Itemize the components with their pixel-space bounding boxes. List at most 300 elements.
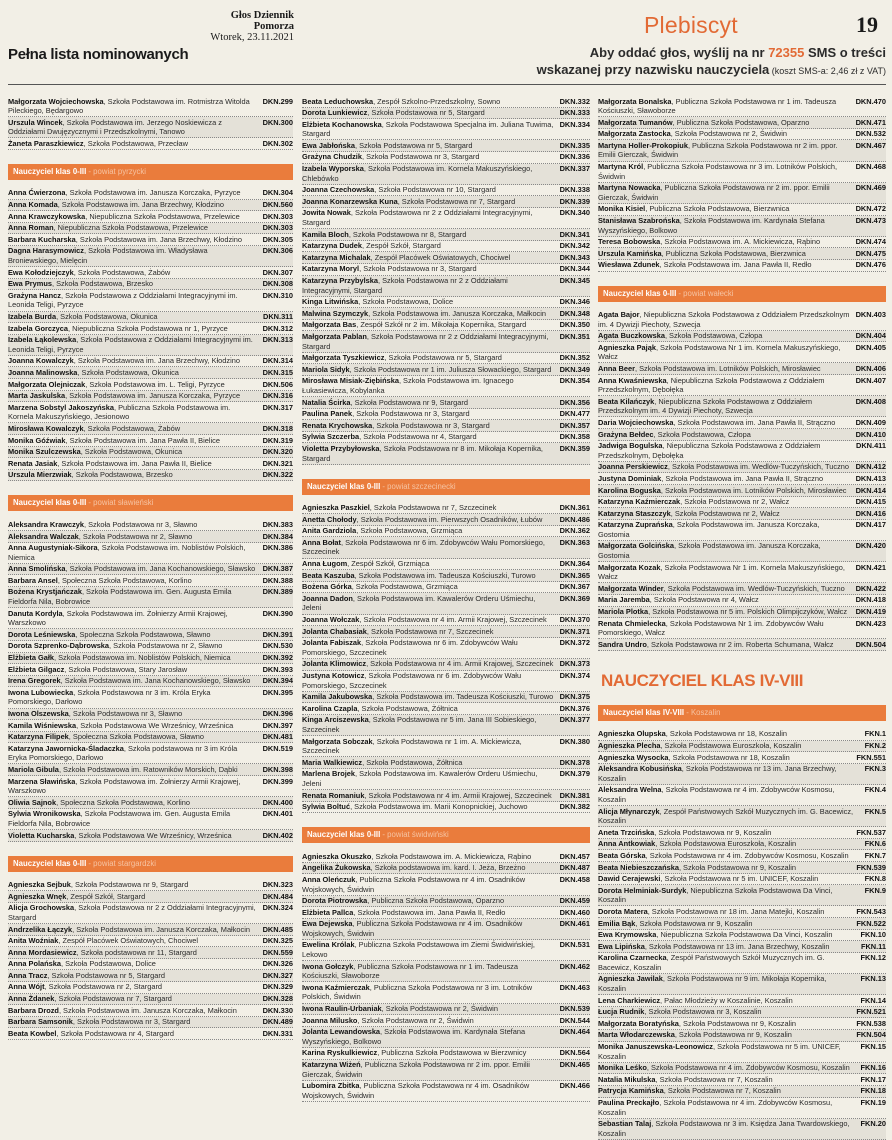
nominee-row [8, 290, 293, 311]
nominee-name: Beata Kowbel [8, 1028, 57, 1038]
nominee-name: Aleksandra Welna [598, 785, 662, 795]
sms-code: DKN.470 [855, 96, 886, 106]
nominee-row [8, 575, 293, 587]
nominee-row [8, 830, 293, 842]
nominee-text [302, 526, 560, 536]
list-group [598, 310, 886, 651]
nominee-text [8, 1006, 263, 1016]
nominee-name: Joanna Czechowska [302, 185, 375, 195]
sms-code: DKN.376 [559, 703, 590, 713]
nominee-text [8, 1017, 263, 1027]
nominee-name: Małgorzata Zastocka [598, 129, 671, 139]
sms-code: DKN.341 [559, 229, 590, 239]
nominee-row [598, 204, 886, 216]
nominee-name: Urszula Mierzwiak [8, 470, 72, 480]
sms-code: DKN.418 [855, 595, 886, 605]
nominee-school: , Publiczna Szkoła Podstawowa, Oparzno [672, 117, 810, 127]
nominee-text [8, 139, 263, 149]
nominee-text [8, 291, 263, 310]
nominee-text [302, 769, 560, 788]
nominee-row [8, 367, 293, 379]
nominee-school: , Szkoła Podstawowa nr 3 im. Księdza Jana Twardowskiego, Koszalin [598, 1119, 850, 1138]
nominee-name: Bożena Górka [302, 582, 352, 592]
nominee-school: , Szkoła Podstawowa We Wrześnicy, Wrześnica [74, 830, 232, 840]
nominee-school: , Szkoła Podstawowa nr 4, Stargard [359, 432, 477, 442]
nominee-text [8, 312, 263, 322]
nominee-row [302, 769, 590, 790]
nominee-name: Izabela Wyporska [302, 164, 364, 174]
nominee-name: Grażyna Hancz [8, 290, 61, 300]
nominee-text [8, 356, 263, 366]
nominee-name: Katarzyna Michalak [302, 252, 371, 262]
nominee-school: , Szkoła Podstawowa nr 2, Wałcz [680, 497, 790, 507]
sms-code: DKN.391 [262, 629, 293, 639]
nominee-name: Natalia Ścirka [302, 397, 351, 407]
nominee-text [8, 279, 263, 289]
header-divider [8, 84, 886, 85]
nominee-school: , Szkoła Podstawowa, Brzesko [51, 279, 154, 289]
nominee-row [302, 432, 590, 444]
publication-info [190, 10, 294, 43]
nominee-row [8, 543, 293, 564]
nominee-name: Anna Żdanek [8, 994, 55, 1004]
nominee-school: , Szkoła Podstawowa Specjalna im. Juliana Tuwima, Stargard [302, 119, 554, 139]
sms-code: DKN.544 [559, 1015, 590, 1025]
section-band-region: - powiat pyrzycki [86, 166, 147, 176]
voting-instruction [537, 44, 886, 80]
nominee-text [302, 758, 560, 768]
list-group [302, 96, 590, 465]
nominee-row [302, 264, 590, 276]
instruction-part-b: SMS o treści [804, 45, 886, 60]
nominee-row [302, 331, 590, 352]
sms-code: DKN.300 [262, 117, 293, 127]
sms-code: DKN.530 [262, 641, 293, 651]
nominee-school: , Szkoła Podstawowa nr 8, Stargard [348, 229, 467, 239]
nominee-text [598, 97, 856, 116]
nominee-name: Monika Januszewska-Leonowicz [598, 1042, 713, 1052]
nominee-name: Kamila Bloch [302, 229, 349, 239]
nominee-name: Bożena Krystjańczak [8, 587, 82, 597]
sms-code: DKN.539 [559, 1004, 590, 1014]
nominee-school: , Szkoła Podstawowa im. Janusza Korczaka, Małkocin [72, 924, 250, 934]
nominee-name: Anetta Chołody [302, 514, 357, 524]
nominee-name: Izabela Burda [8, 312, 57, 321]
nominee-text [598, 441, 856, 460]
nominee-row [302, 420, 590, 432]
nominee-row [8, 608, 293, 629]
nominee-row [598, 1007, 886, 1019]
nominee-school: , Szkoła Podstawowa, Stary Jarosław [64, 664, 188, 674]
nominee-row [598, 96, 886, 117]
nominee-row [302, 364, 590, 376]
nominee-school: , Zespół Szkolno-Przedszkolny, Sowno [373, 96, 501, 106]
nominee-text [598, 141, 856, 160]
nominee-school: , Szkoła Podstawowa im. Janusza Korczaka, Małkocin [368, 308, 547, 318]
nominee-row [302, 1027, 590, 1048]
nominee-row [598, 363, 886, 375]
sms-code: DKN.359 [559, 443, 590, 453]
nominee-text [598, 1030, 856, 1040]
nominee-school: , Publiczna Szkoła Podstawowa nr 4 im. Osadników Wojskowych, Świdwin [302, 919, 523, 938]
nominee-school: , Szkoła Podstawowa nr 2 z Oddziałami Integracyjnymi, Stargard [302, 276, 508, 295]
nominee-text [302, 1004, 560, 1014]
nominee-row [598, 941, 886, 953]
nominee-school: , Szkoła Podstawowa im. A. Mickiewicza, Rąbino [660, 237, 821, 247]
nominee-row [598, 1063, 886, 1075]
sms-code: DKN.324 [262, 903, 293, 913]
nominee-row [598, 953, 886, 974]
nominee-school: , Zespół Szkół, Stargard [66, 891, 146, 901]
nominee-row [302, 736, 590, 757]
nominee-school: , Niepubliczna Szkoła Podstawowa z Oddziałem Przedszkolnym, Dębołęka [598, 441, 821, 460]
list-group [302, 503, 590, 814]
nominee-school: , Szkoła Podstawowa nr 2, Sławno [78, 531, 193, 541]
nominee-name: Joanna Konarzewska Kuna [302, 196, 398, 206]
nominee-name: Mariola Plotka [598, 607, 649, 617]
nominee-name: Sylwia Wronikowska [8, 809, 81, 819]
nominee-school: , Szkoła Podstawowa Euroszkoła, Koszalin [655, 839, 797, 849]
sms-code: DKN.357 [559, 420, 590, 430]
nominee-name: Joanna Dadon [302, 593, 353, 603]
sms-code: DKN.350 [559, 320, 590, 330]
nominee-text [8, 721, 263, 731]
nominee-school: , Szkoła Podstawowa im. Władysława Broniewskiego, Mielęcin [8, 246, 208, 266]
sms-code: DKN.387 [262, 564, 293, 574]
nominee-text [598, 541, 856, 560]
nominee-text [302, 164, 560, 183]
nominee-text [598, 397, 856, 416]
nominee-school: , Szkoła Podstawowa im. Rotmistrza Witolda Pileckiego, Będargowo [8, 96, 250, 116]
nominee-row [8, 470, 293, 482]
nominee-text [598, 741, 865, 751]
nominee-school: , Niepubliczna Szkoła Podstawowa, Przelewice [85, 211, 240, 221]
nominee-school: , Szkoła Podstawowa nr 8 im. Mikołaja Kopernika, Stargard [302, 443, 543, 463]
sms-code: DKN.323 [262, 880, 293, 890]
nominee-text [598, 807, 865, 826]
nominee-text [598, 953, 861, 972]
nominee-name: Anna Polańska [8, 959, 61, 969]
sms-code: DKN.468 [855, 162, 886, 172]
instruction-part-c: wskazanej przy nazwisku nauczyciela [536, 62, 770, 77]
nominee-name: Iwona Olszewska [8, 709, 69, 718]
nominee-row [8, 587, 293, 608]
section-band-title: Nauczyciel klas IV-VIII [603, 707, 685, 717]
nominee-name: Agnieszka Sejbuk [8, 880, 71, 890]
nominee-name: Katarzyna Przybylska [302, 276, 378, 285]
nominee-row [8, 117, 293, 138]
nominee-name: Barbara Samsonik [8, 1017, 73, 1027]
sms-code: DKN.305 [262, 234, 293, 244]
nominee-text [598, 729, 865, 739]
sms-code: DKN.382 [559, 802, 590, 812]
nominee-text [302, 276, 560, 295]
sms-code: DKN.304 [262, 188, 293, 198]
sms-code: DKN.311 [263, 312, 293, 321]
section-band [8, 495, 293, 511]
nominee-name: Agnieszka Jawilak [598, 974, 663, 984]
nominee-name: Sebastian Talaj [598, 1119, 652, 1129]
nominee-name: Agnieszka Plecha [598, 741, 661, 750]
nominee-school: , Niepubliczna Szkoła Podstawowa Da Vinci, Koszalin [598, 885, 833, 905]
nominee-row [598, 862, 886, 874]
nominee-school: , Szkoła Podstawowa nr 2 z Oddziałami Integracyjnymi, Stargard [302, 331, 549, 351]
nominee-row [302, 196, 590, 208]
nominee-text [8, 994, 263, 1004]
nominee-row [302, 851, 590, 863]
nominee-school: , Szkoła Podstawowa nr 4 im. Zdobywców Kosmosu, Koszalin [646, 1063, 850, 1073]
nominee-school: , Szkoła Podstawowa im. Jana Brzechwy, Kłodzino [75, 234, 243, 244]
nominee-text [598, 1042, 861, 1061]
sms-code: DKN.344 [559, 264, 590, 274]
nominee-row [598, 764, 886, 785]
nominee-row [598, 618, 886, 639]
nominee-text [302, 538, 560, 557]
nominee-name: Joanna Kowalczyk [8, 356, 74, 366]
sms-code: DKN.345 [559, 276, 590, 285]
nominee-row [598, 541, 886, 562]
nominee-text [598, 520, 856, 539]
nominee-school: , Szkoła Podstawowa nr 7, Koszalin [663, 1086, 781, 1096]
sms-code: DKN.338 [559, 185, 590, 195]
list-group [598, 96, 886, 272]
nominee-text [8, 532, 263, 542]
sms-code: DKN.314 [262, 356, 293, 366]
nominee-school: , Szkoła Podstawowa im. Lotników Polskich, Mirosławiec [660, 485, 847, 495]
nominee-row [8, 447, 293, 459]
sms-code: DKN.378 [559, 757, 590, 767]
nominee-text [302, 615, 560, 625]
nominee-school: , Publiczna Szkoła Podstawowa nr 3 im. Lotników Polskich, Świdwin [302, 982, 533, 1002]
nominee-name: Anna Bołat [302, 537, 342, 547]
nominee-name: Aleksandra Krawczyk [8, 519, 84, 529]
nominee-text [598, 474, 856, 484]
nominee-school: , Publiczna Szkoła Podstawowa nr 1 im. Tadeusza Kościuszki, Sławoborze [598, 96, 837, 116]
nominee-text [598, 418, 856, 428]
sms-code: DKN.477 [559, 409, 590, 419]
nominee-school: , Szkoła Podstawowa nr 3 im. Króla Eryka Pomorskiego, Darłowo [8, 687, 211, 707]
nominee-text [598, 874, 865, 884]
section-band-title: Nauczyciel klas 0-III [13, 858, 87, 868]
nominee-row [8, 720, 293, 732]
nominee-name: Beata Niebieszczańska [598, 862, 679, 872]
nominee-name: Anna Kwaśniewska [598, 375, 667, 385]
nominee-name: Małgorzata Bonalska [598, 96, 672, 106]
nominee-text [598, 1098, 861, 1117]
nominee-school: , Szkoła Podstawowa nr 3, Stargard [359, 264, 477, 274]
nominee-school: , Szkoła Podstawowa im. Janusza Korczaka, Gostomia [598, 520, 820, 539]
nominee-text [598, 1063, 861, 1073]
nominee-name: Ewa Kołodziejczyk [8, 267, 74, 277]
nominee-name: Marzena Sobstyl Jakoszyńska [8, 402, 114, 412]
nominee-row [302, 514, 590, 526]
nominee-text [598, 343, 856, 362]
nominee-name: Beata Leduchowska [302, 96, 374, 106]
nominee-name: Małgorzata Olejniczak [8, 379, 86, 389]
nominee-text [8, 576, 263, 586]
nominee-name: Mirosława Misiak-Ziębińska [302, 376, 399, 386]
sms-code: DKN.409 [855, 417, 886, 427]
nominee-text [8, 744, 263, 763]
nominee-row [302, 185, 590, 197]
nominee-text [598, 376, 856, 395]
sms-code: FKN.551 [856, 752, 886, 762]
nominee-row [598, 520, 886, 541]
sms-code: DKN.371 [559, 626, 590, 636]
nominee-row [302, 692, 590, 704]
nominee-name: Małgorzata Pablan [302, 331, 367, 341]
nominee-name: Grażyna Bełdec [598, 429, 654, 439]
nominee-name: Katarzyna Kaźmierczak [598, 497, 681, 507]
nominee-name: Joanna Wołczak [302, 615, 360, 625]
nominee-name: Karolina Czarnecka [598, 953, 667, 963]
nominee-row [8, 1017, 293, 1029]
nominee-text [302, 1081, 560, 1100]
nominee-school: , Szkoła Podstawowa nr 5, Stargard [384, 353, 502, 363]
nominee-text [8, 391, 263, 401]
nominee-row [302, 503, 590, 515]
nominee-text [8, 223, 263, 233]
nominee-school: , Szkoła Podstawowa im. Ratowników Morskich, Dąbki [58, 764, 238, 774]
nominee-name: Katarzyna Zuprańska [598, 520, 673, 530]
nominee-school: , Szkoła Podstawowa im. Jerzego Noskiewicza z Oddziałami Dwujęzycznymi i Przedszkolnymi, Tanowo [8, 117, 222, 137]
nominee-school: , Szkoła Podstawowa im. Jana Kochanowskiego, Sławsko [60, 676, 251, 686]
nominee-school: , Szkoła Podstawowa nr 5 im. Polskich Olimpijczyków, Wałcz [648, 607, 848, 617]
nominee-school: , Szkoła Podstawowa nr 9, Stargard [70, 880, 189, 890]
sms-code: FKN.12 [860, 953, 886, 963]
nominee-school: , Szkoła Podstawowa nr 2 z Oddziałami Integracyjnymi, Stargard [302, 208, 533, 228]
nominee-row [598, 497, 886, 509]
sms-code: DKN.560 [262, 200, 293, 210]
sms-code: DKN.335 [559, 140, 590, 150]
nominee-row [302, 119, 590, 140]
nominee-row [598, 995, 886, 1007]
nominee-school: , Publiczna Szkoła Podstawowa im. Kornela Makuszyńskiego, Jesionowo [8, 402, 231, 422]
nominee-row [598, 441, 886, 462]
nominee-name: Paulina Preckajło [598, 1098, 660, 1107]
nominee-text [598, 886, 865, 905]
nominee-school: , Szkoła Podstawowa nr 5, Stargard [355, 140, 473, 150]
nominee-row [8, 994, 293, 1006]
nominee-text [302, 908, 560, 918]
nominee-row [302, 703, 590, 715]
nominee-name: Anna Ćwierzona [8, 188, 66, 198]
nominee-row [8, 211, 293, 223]
nominee-text [8, 798, 263, 808]
sms-code: FKN.539 [856, 862, 886, 872]
nominee-name: Monika Szulczewska [8, 447, 81, 457]
nominee-row [302, 297, 590, 309]
sms-code: FKN.13 [860, 974, 886, 984]
nominee-row [8, 776, 293, 797]
nominee-text [302, 152, 560, 162]
nominee-row [598, 595, 886, 607]
sms-code: DKN.400 [262, 797, 293, 807]
nominee-school: , Szkoła Podstawowa nr 5, Stargard [367, 108, 485, 118]
nominee-row [302, 982, 590, 1003]
nominee-text [8, 188, 263, 198]
nominee-row [598, 129, 886, 141]
nominee-school: , Szkoła Podstawowa nr 5, Stargard [47, 970, 165, 980]
sms-code: DKN.388 [262, 575, 293, 585]
nominee-school: , Szkoła Podstawowa Euroszkoła, Koszalin [660, 741, 802, 750]
nominee-row [302, 570, 590, 582]
section-band [8, 164, 293, 180]
sms-code: DKN.466 [559, 1081, 590, 1091]
nominee-row [598, 874, 886, 886]
nominee-row [8, 323, 293, 335]
sms-code: DKN.317 [262, 402, 293, 412]
nominee-row [302, 1015, 590, 1027]
nominee-text [598, 310, 856, 329]
nominee-school: , Publiczna Szkoła Podstawowa, Bierzwnica [645, 204, 790, 214]
sms-code: DKN.362 [559, 526, 590, 536]
nominee-text [302, 108, 560, 118]
sms-code: DKN.413 [855, 473, 886, 483]
section-band-region: - powiat stargardzki [86, 858, 157, 868]
nominee-name: Katarzyna Dudek [302, 241, 362, 251]
nominee-name: Maria Jaremba [598, 595, 650, 605]
nominee-school: , Szkoła Podstawowa im. Jana Pawła II, Bielice [65, 435, 220, 445]
nominee-name: Martyna Holler-Prokopiuk [598, 140, 688, 150]
sms-code: DKN.465 [559, 1060, 590, 1069]
nominee-text [302, 962, 560, 981]
nominee-school: , Szkoła Podstawowa im. Gen. Augusta Emila Fieldorfa Nila, Bobrowice [8, 809, 231, 828]
nominee-school: , Szkoła Podstawowa nr 9, Koszalin [678, 862, 797, 872]
nominee-text [302, 421, 560, 431]
nominee-row [8, 519, 293, 531]
nominee-text [302, 141, 560, 151]
nominee-school: , Szkoła Podstawowa im. Jana Pawła II, Strączno [661, 473, 824, 483]
nominee-name: Marlena Brojek [302, 769, 355, 779]
sms-code: FKN.7 [864, 850, 886, 860]
nominee-row [8, 1005, 293, 1017]
nominee-name: Agata Buczkowska [598, 331, 665, 341]
nominee-school: , Szkoła Podstawowa nr 3, Stargard [72, 1017, 191, 1027]
nominee-school: , Szkoła Podstawowa nr 7, Stargard [54, 994, 172, 1004]
nominee-row [8, 335, 293, 356]
nominee-row [302, 252, 590, 264]
nominee-text [8, 368, 263, 378]
nominee-row [598, 1030, 886, 1042]
sms-code: DKN.462 [559, 961, 590, 971]
nominee-name: Anita Woźniak [8, 936, 59, 946]
sms-code: DKN.337 [559, 164, 590, 174]
nominee-text [8, 809, 263, 828]
nominee-school: , Szkoła Podstawowa nr 4, Stargard [56, 1028, 174, 1038]
sms-code: DKN.327 [262, 970, 293, 980]
nominee-name: Urszula Kamińska [598, 248, 662, 258]
nominee-school: , Szkoła Podstawowa nr 4 im. Zdobywców Kosmosu, Koszalin [645, 850, 849, 860]
nominee-row [598, 885, 886, 906]
nominee-text [302, 852, 560, 862]
list-group [598, 729, 886, 1140]
nominee-row [598, 639, 886, 651]
nominee-text [8, 653, 263, 663]
nominee-text [302, 197, 560, 207]
nominee-row [302, 671, 590, 692]
nominee-text [8, 424, 263, 434]
sms-code: DKN.405 [855, 342, 886, 352]
plebiscyt-title: Plebiscyt [644, 12, 738, 38]
sms-code: DKN.460 [559, 907, 590, 917]
nominee-row [302, 715, 590, 736]
nominee-row [598, 1042, 886, 1063]
nominee-school: , Szkoła Podstawowa nr 9, Koszalin [674, 1030, 792, 1040]
nominee-text [302, 432, 560, 442]
nominee-row [8, 653, 293, 665]
nominee-name: Beata Kaszuba [302, 570, 355, 580]
